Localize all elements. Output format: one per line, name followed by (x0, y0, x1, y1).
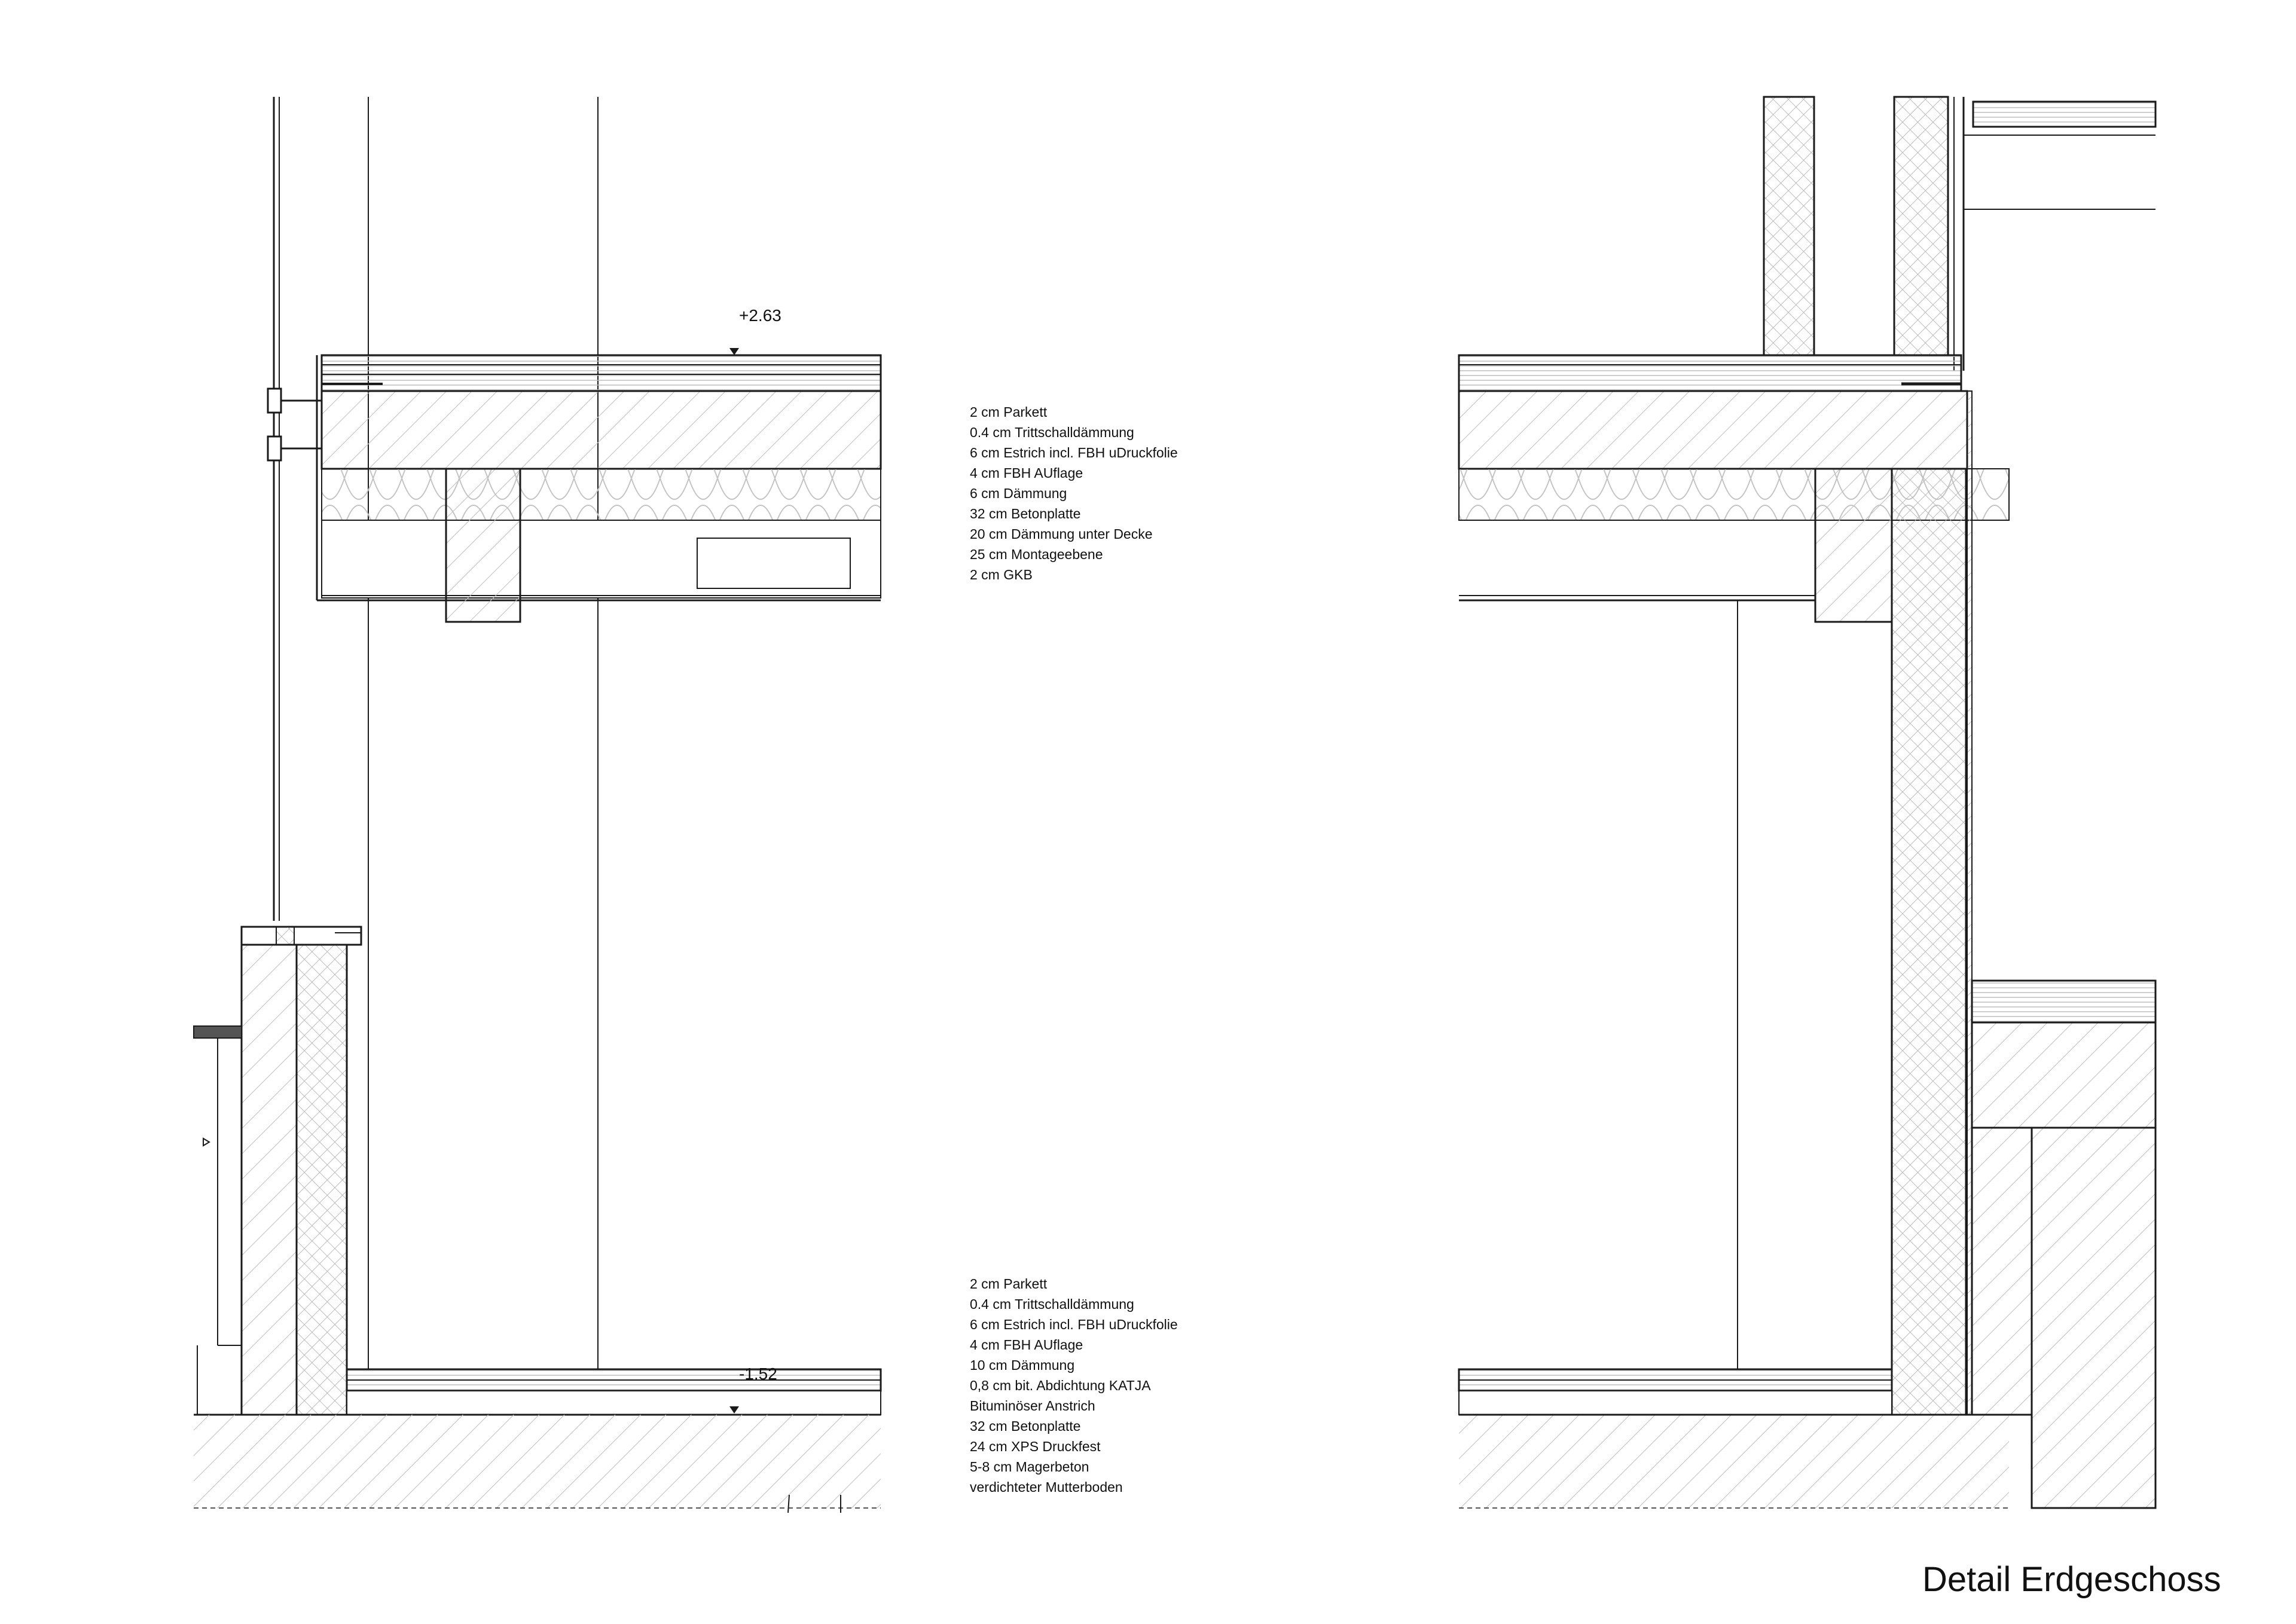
layer-item: 24 cm XPS Druckfest (970, 1439, 1101, 1454)
layer-item: 4 cm FBH AUflage (970, 465, 1083, 481)
layer-item: 6 cm Dämmung (970, 486, 1067, 501)
layer-item: verdichteter Mutterboden (970, 1479, 1123, 1495)
layer-item: 0.4 cm Trittschalldämmung (970, 425, 1134, 440)
layer-item: 6 cm Estrich incl. FBH uDruckfolie (970, 1317, 1178, 1332)
level-label-upper: +2.63 (739, 306, 781, 325)
layer-item: 6 cm Estrich incl. FBH uDruckfolie (970, 445, 1178, 460)
sheet-title: Detail Erdgeschoss (1922, 1560, 2221, 1599)
layer-item: 4 cm FBH AUflage (970, 1337, 1083, 1353)
level-marker-upper-icon (729, 348, 739, 355)
layer-item: 10 cm Dämmung (970, 1357, 1075, 1373)
layer-item: 20 cm Dämmung unter Decke (970, 526, 1153, 542)
layer-item: 5-8 cm Magerbeton (970, 1459, 1089, 1475)
layer-item: 2 cm Parkett (970, 404, 1048, 420)
layer-item: 25 cm Montageebene (970, 547, 1103, 562)
layer-item: 32 cm Betonplatte (970, 506, 1081, 521)
level-label-lower: -1.52 (739, 1364, 777, 1383)
layer-item: 0.4 cm Trittschalldämmung (970, 1296, 1134, 1312)
layer-item: 32 cm Betonplatte (970, 1418, 1081, 1434)
layer-list-ground-floor (970, 1274, 1178, 1497)
layer-list-upper-floor (970, 402, 1178, 585)
layer-item: 0,8 cm bit. Abdichtung KATJA (970, 1378, 1151, 1393)
layer-item: 2 cm GKB (970, 567, 1033, 582)
layer-item: Bituminöser Anstrich (970, 1398, 1095, 1414)
right-detail (1459, 97, 2155, 1508)
layer-item: 2 cm Parkett (970, 1276, 1048, 1292)
